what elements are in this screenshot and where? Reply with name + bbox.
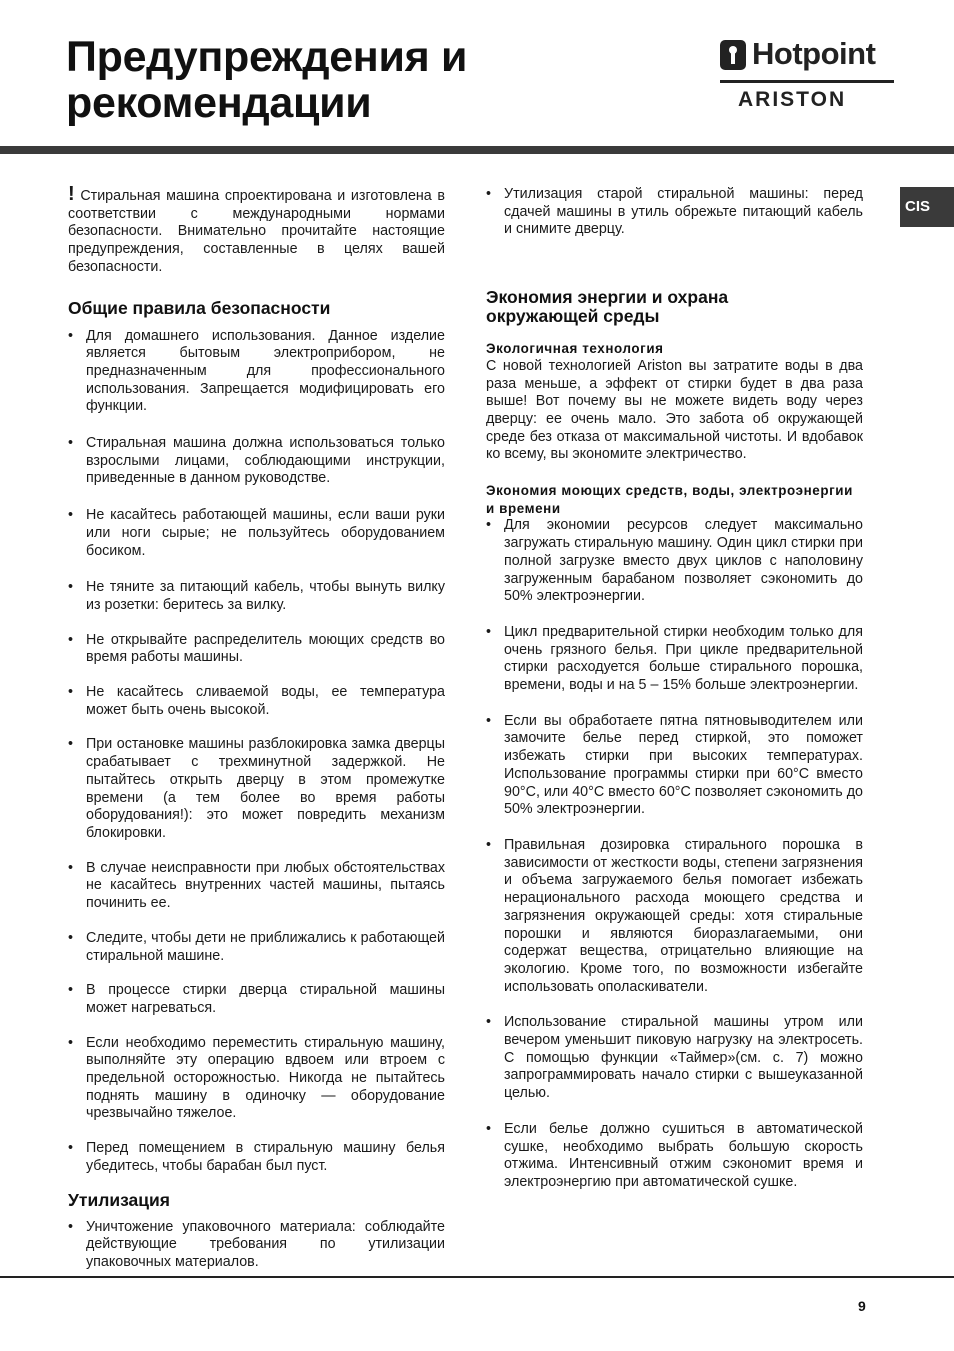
list-item: • Уничтожение упаковочного материала: соблюдайте действующие требования по утилизации упаковочных материалов. [68, 1219, 445, 1272]
list-item: • В процессе стирки дверца стиральной машины может нагреваться. [68, 982, 445, 1017]
list-item: • Использование стиральной машины утром или вечером уменьшит пиковую нагрузку на электросеть. С помощью функции «Таймер»(см. с. 7) можно запрограммировать начало стирки с вышеуказанной целью. [486, 1014, 863, 1103]
list-item: • Следите, чтобы дети не приближались к работающей стиральной машине. [68, 930, 445, 965]
footer-rule [0, 1276, 954, 1278]
header-rule [0, 146, 954, 154]
page-title: Предупреждения и рекомендации [66, 33, 468, 127]
list-item: • Перед помещением в стиральную машину белья убедитесь, чтобы барабан был пуст. [68, 1140, 445, 1175]
left-column [68, 183, 445, 1272]
list-item: • Утилизация старой стиральной машины: перед сдачей машины в утиль обрежьте питающий кабель и снимите дверцу. [486, 186, 863, 239]
list-item: • Если белье должно сушиться в автоматической сушке, необходимо выбрать большую скорость отжима. Интенсивный отжим сэкономит время и электроэнергию при автоматической сушке. [486, 1121, 863, 1192]
disposal-heading: Утилизация [68, 1189, 171, 1210]
energy-heading: Экономия энергии и охрана окружающей среды [486, 287, 729, 327]
logo-mark-icon [720, 40, 746, 70]
list-item: • Не тяните за питающий кабель, чтобы вынуть вилку из розетки: беритесь за вилку. [68, 579, 445, 614]
safety-heading: Общие правила безопасности [68, 297, 331, 318]
logo-divider [720, 80, 894, 83]
intro-warning: ! Стиральная машина спроектирована и изготовлена в соответствии с международными нормами безопасности. Внимательно прочитайте настоящие предупреждения, составленные в целях вашей безопасности. [68, 183, 445, 275]
logo-brand-text: Hotpoint [752, 36, 876, 71]
list-item: • Если необходимо переместить стиральную машину, выполняйте эту операцию вдвоем или втроем с предельной осторожностью. Никогда не пытайтесь поднять машину в одиночку — оборудование чрезвычайно тяжелое. [68, 1035, 445, 1124]
disposal-list [68, 1219, 445, 1272]
list-item: • Правильная дозировка стирального порошка в зависимости от жесткости воды, степени загрязнения и объема загружаемого белья помогает избежать нерационального расхода моющего средства и загрязнения окружающей среды: хотя стиральные порошки и являются биоразлагаемыми, они содержат вещества, отрицательно влияющие на экологию. Кроме того, по возможности избегайте использовать ополаскиватели. [486, 837, 863, 996]
list-item: • Для домашнего использования. Данное изделие является бытовым электроприбором, не предназначенным для профессионального использования. Запрещается модифицировать его функции. [68, 328, 445, 417]
savings-subheading: Экономия моющих средств, воды, электроэнергии и времени [486, 483, 853, 516]
page-number: 9 [858, 1298, 866, 1314]
list-item: • Не касайтесь сливаемой воды, ее температура может быть очень высокой. [68, 684, 445, 719]
list-item: • Если вы обработаете пятна пятновыводителем или замочите белье перед стиркой, это поможет избежать стирки при высоких температурах. Использование программы стирки при 60°C вместо 90°C, или 40°C вместо 60°C позволяет сэкономить до 50% электроэнергии. [486, 713, 863, 819]
right-column [486, 186, 863, 1192]
warning-mark-icon: ! [68, 183, 75, 205]
brand-logo [718, 38, 896, 114]
savings-list [486, 517, 863, 1191]
logo-sub-text: ARISTON [738, 88, 847, 111]
eco-paragraph: С новой технологией Ariston вы затратите воды в два раза меньше, а эффект от стирки будет в два раза выше! Вот почему вы не можете видеть воду через дверцу: ее очень мало. Это забота об окружающей среде без отказа от максимальной чистоты. И вдобавок ко всему, вы экономите электричество. [486, 357, 863, 463]
list-item: • Цикл предварительной стирки необходим только для очень грязного белья. При цикле предварительной стирки расходуется больше стирального порошка, времени, воды и на 5 – 15% больше электроэнергии. [486, 624, 863, 695]
language-tab: CIS [900, 187, 954, 227]
safety-list [68, 328, 445, 1176]
disposal-list-continued [486, 186, 863, 239]
list-item: • Для экономии ресурсов следует максимально загружать стиральную машину. Один цикл стирки при полной загрузке вместо двух циклов с наполовину загруженным барабаном позволяет сэкономить до 50% электроэнергии. [486, 517, 863, 606]
list-item: • Не открывайте распределитель моющих средств во время работы машины. [68, 632, 445, 667]
eco-subheading: Экологичная технология [486, 341, 664, 357]
list-item: • При остановке машины разблокировка замка дверцы срабатывает с трехминутной задержкой. Не пытайтесь открыть дверцу в этом промежутке времени (а тем более во время работы оборудования!): это может повредить механизм блокировки. [68, 736, 445, 842]
list-item: • Не касайтесь работающей машины, если ваши руки или ноги сырые; не пользуйтесь оборудованием босиком. [68, 507, 445, 560]
list-item: • В случае неисправности при любых обстоятельствах не касайтесь внутренних частей машины, пытаясь починить ее. [68, 860, 445, 913]
list-item: • Стиральная машина должна использоваться только взрослыми лицами, соблюдающими инструкции, приведенные в данном руководстве. [68, 435, 445, 488]
